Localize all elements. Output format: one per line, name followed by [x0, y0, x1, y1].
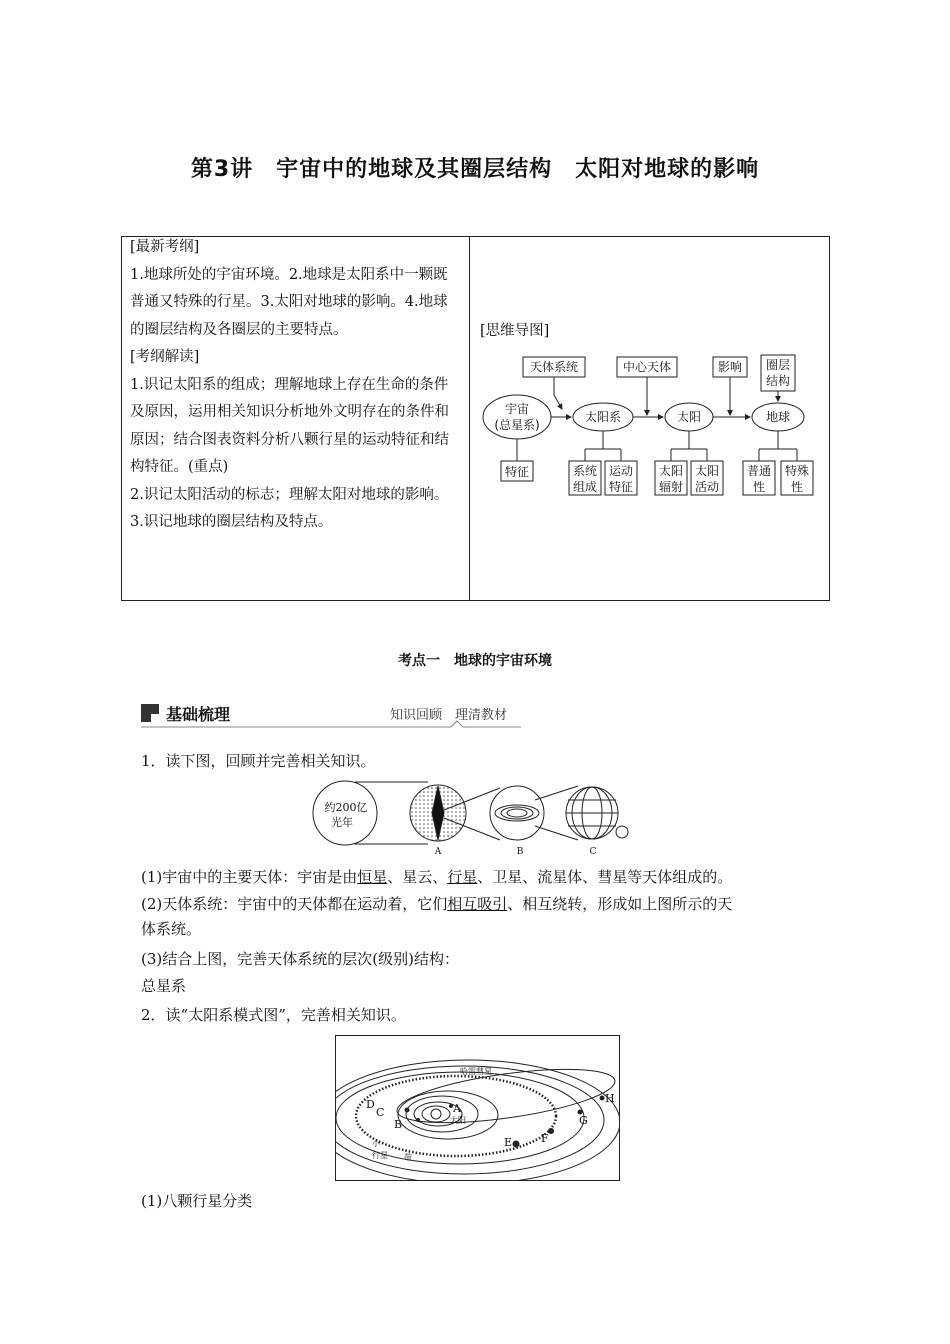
mm-label-influence: 影响 [717, 360, 743, 374]
basics-title: 基础梳理 [166, 705, 231, 724]
mm-label-circle: 圈层 [765, 358, 791, 372]
mm-label-galaxy: (总星系) [494, 418, 540, 432]
mm-label-solar: 太阳系 [584, 410, 622, 424]
q1-para-2: (2)天体系统：宇宙中的天体都在运动着，它们相互吸引、相互绕转，形成如上图所示的天 [141, 895, 733, 913]
mm-label-b11: 特殊 [784, 464, 810, 478]
outline-table [121, 236, 830, 601]
mm-label-b9: 普通 [746, 464, 772, 478]
celestial-system-figure [310, 778, 630, 858]
outline-interpretation-heading: [考纲解读] [130, 349, 200, 365]
q2-intro: 2．读“太阳系模式图”，完善相关知识。 [141, 1006, 406, 1024]
fig1-label-a: A [434, 847, 442, 857]
q1-para-3: (3)结合上图，完善天体系统的层次(级别)结构： [141, 950, 459, 968]
fig1-text-1: 约200亿 [324, 801, 368, 814]
mm-label-b4: 特征 [608, 480, 634, 494]
fig1-text-2: 光年 [331, 816, 353, 829]
mm-label-b2: 组成 [572, 480, 598, 494]
outline-interpretation-text: 1.识记太阳系的组成；理解地球上存在生命的条件及原因，运用相关知识分析地外文明存在的条件和原因；结合图表资料分析八颗行星的运动特征和结构特征。(重点) [130, 376, 449, 475]
section-heading: 考点一 地球的宇宙环境 [398, 653, 552, 669]
mm-label-b12: 性 [790, 480, 804, 494]
solar-label-g: G [579, 1114, 588, 1127]
mm-label-b8: 活动 [694, 480, 720, 494]
fig1-label-b: B [516, 847, 524, 857]
solar-system-figure [335, 1035, 620, 1181]
mm-label-b10: 性 [752, 480, 766, 494]
mm-label-b3: 运动 [608, 464, 634, 478]
mm-label-system: 天体系统 [529, 360, 579, 374]
mm-label-b6: 辐射 [658, 480, 684, 494]
square-icon [141, 704, 159, 722]
mindmap-heading: [思维导图] [480, 323, 550, 339]
latest-outline-heading: [最新考纲] [130, 239, 200, 255]
mindmap-diagram [477, 349, 822, 499]
fig1-label-c: C [589, 847, 597, 857]
q1-para-4: 总星系 [141, 977, 187, 995]
mm-label-feature: 特征 [504, 465, 530, 479]
solar-label-a: A [453, 1102, 461, 1115]
page-title: 第3讲 宇宙中的地球及其圈层结构 太阳对地球的影响 [190, 157, 760, 182]
solar-label-sun: 太阳 [450, 1116, 466, 1125]
solar-label-belt-1: 小 [372, 1139, 380, 1148]
q1-para-1: (1)宇宙中的主要天体：宇宙是由恒星、星云、行星、卫星、流星体、彗星等天体组成的。 [141, 868, 733, 886]
solar-label-d: D [366, 1098, 375, 1111]
solar-label-h: H [605, 1092, 615, 1105]
table-divider [469, 237, 470, 600]
solar-label-belt-3: 带 [404, 1153, 412, 1162]
q1-para-2-cont: 体系统。 [141, 920, 202, 938]
solar-label-c: C [376, 1106, 385, 1119]
solar-label-f: F [541, 1132, 549, 1145]
solar-label-b: B [394, 1118, 403, 1131]
mm-label-b7: 太阳 [694, 464, 720, 478]
mm-label-b5: 太阳 [658, 464, 684, 478]
solar-label-comet: 哈雷彗星 [460, 1067, 492, 1076]
mm-label-earth: 地球 [765, 410, 791, 424]
q1-intro: 1．读下图，回顾并完善相关知识。 [141, 752, 376, 770]
solar-label-belt-2: 行星 [372, 1151, 388, 1160]
outline-interpretation-text-2: 2.识记太阳活动的标志；理解太阳对地球的影响。 [130, 486, 449, 503]
solar-label-e: E [504, 1136, 513, 1149]
latest-outline-text: 1.地球所处的宇宙环境。2.地球是太阳系中一颗既普通又特殊的行星。3.太阳对地球的影响。4.地球的圈层结构及各圈层的主要特点。 [130, 266, 448, 338]
outline-left-column [130, 234, 460, 537]
mm-label-universe: 宇宙 [504, 402, 530, 416]
mm-label-sun: 太阳 [676, 410, 702, 424]
mm-label-center: 中心天体 [622, 360, 672, 374]
mm-label-b1: 系统 [572, 464, 598, 478]
basics-subtitle: 知识回顾 理清教材 [390, 708, 508, 723]
outline-interpretation-text-3: 3.识记地球的圈层结构及特点。 [130, 514, 333, 530]
q2-para-1: (1)八颗行星分类 [141, 1192, 253, 1210]
mm-label-structure: 结构 [765, 374, 791, 388]
